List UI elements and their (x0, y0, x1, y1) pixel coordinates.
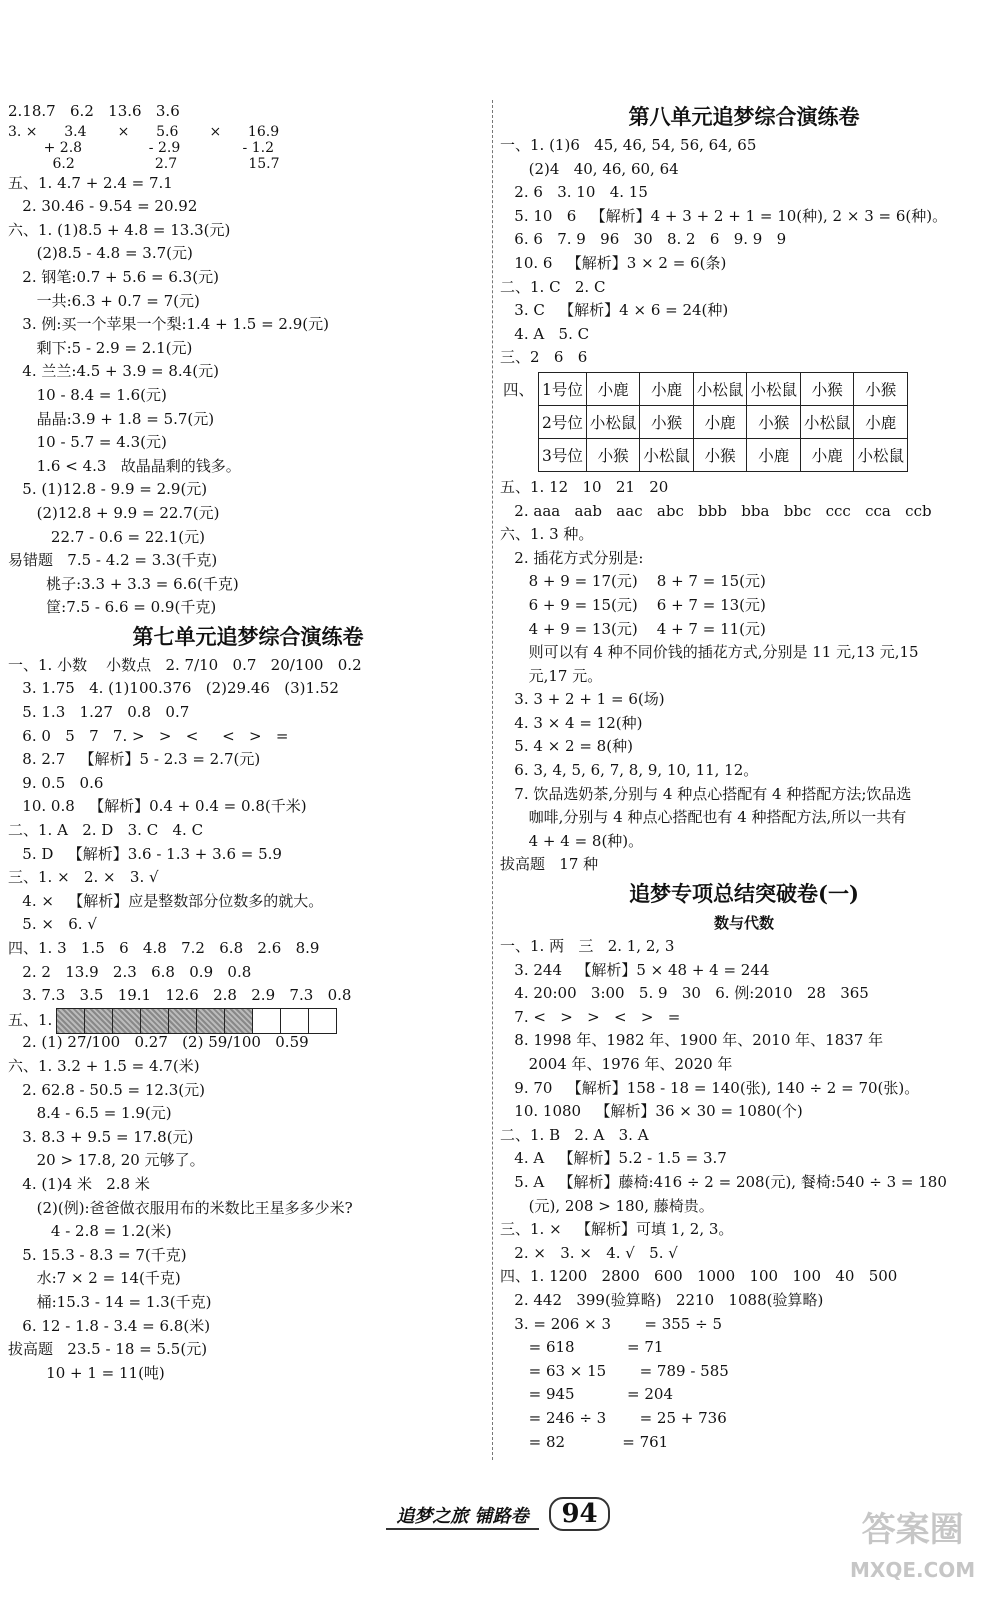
answer-line: 4 - 2.8 = 1.2(米) (8, 1222, 172, 1241)
right-column (500, 100, 988, 1454)
answer-line: 1.6 < 4.3 故晶晶剩的钱多。 (8, 456, 241, 475)
answer-line: 8 + 9 = 17(元) 8 + 7 = 15(元) (500, 572, 766, 591)
bar-cell-empty (308, 1008, 337, 1034)
answer-line: 四、1. 1200 2800 600 1000 100 100 40 500 (500, 1267, 898, 1286)
answer-line: 3. 7.3 3.5 19.1 12.6 2.8 2.9 7.3 0.8 (8, 986, 352, 1005)
answer-line: 2. 6 3. 10 4. 15 (500, 183, 648, 202)
answer-line: 5. 1.3 1.27 0.8 0.7 (8, 703, 190, 722)
answer-line: 5. × 6. √ (8, 915, 97, 934)
answer-line: (2)(例):爸爸做衣服用布的米数比王星多多少米? (8, 1198, 353, 1217)
subheading-special: 数与代数 (713, 914, 774, 933)
table-row-header: 3号位 (539, 438, 587, 471)
vertical-calculation: 3. × 3.4 × 5.6 × 16.9 + 2.8 - 2.9 - 1.2 6.2 2.7 15.7 (8, 123, 280, 172)
answer-line: (2)4 40, 46, 60, 64 (500, 159, 679, 178)
answer-line: 一、1. 两 三 2. 1, 2, 3 (500, 937, 675, 956)
table-cell: 小松鼠 (854, 438, 908, 471)
answer-line: 桃子:3.3 + 3.3 = 6.6(千克) (8, 574, 239, 593)
answer-line: 易错题 7.5 - 4.2 = 3.3(千克) (8, 551, 218, 570)
answer-line: 10. 6 【解析】3 × 2 = 6(条) (500, 253, 727, 272)
table-cell: 小猴 (640, 405, 694, 438)
table-row (500, 438, 907, 471)
bar-row (8, 1008, 488, 1032)
answer-line: (元), 208 > 180, 藤椅贵。 (500, 1196, 714, 1215)
table-cell: 小鹿 (747, 438, 801, 471)
bar-cell-filled (224, 1008, 253, 1034)
answer-line: 20 > 17.8, 20 元够了。 (8, 1151, 205, 1170)
answer-line: 4. (1)4 米 2.8 米 (8, 1174, 150, 1193)
answer-line: 二、1. A 2. D 3. C 4. C (8, 821, 204, 840)
answer-line: 6 + 9 = 15(元) 6 + 7 = 13(元) (500, 595, 766, 614)
answer-line: 晶晶:3.9 + 1.8 = 5.7(元) (8, 409, 215, 428)
table-cell: 小猴 (800, 372, 854, 405)
answer-line: 2.18.7 6.2 13.6 3.6 (8, 102, 180, 120)
answer-line: 4. 兰兰:4.5 + 3.9 = 8.4(元) (8, 362, 219, 381)
answer-line: 4 + 9 = 13(元) 4 + 7 = 11(元) (500, 619, 766, 638)
answer-line: 3. = 206 × 3 = 355 ÷ 5 (500, 1314, 722, 1333)
brand-logo: 追梦之旅 铺路卷 (386, 1502, 538, 1530)
bar-cell-filled (168, 1008, 197, 1034)
answer-line: 5. 15.3 - 8.3 = 7(千克) (8, 1245, 187, 1264)
page-number: 94 (549, 1497, 609, 1531)
answer-line: 则可以有 4 种不同价钱的插花方式,分别是 11 元,13 元,15 (500, 643, 919, 662)
table-row (500, 405, 907, 438)
answer-line: 10 - 8.4 = 1.6(元) (8, 385, 167, 404)
answer-line: 3. 8.3 + 9.5 = 17.8(元) (8, 1127, 194, 1146)
answer-line: 5. A 【解析】藤椅:416 ÷ 2 = 208(元), 餐椅:540 ÷ 3 = 180 (500, 1172, 947, 1191)
table-cell: 小鹿 (854, 405, 908, 438)
table-cell: 小猴 (747, 405, 801, 438)
answer-line: 三、1. × 【解析】可填 1, 2, 3。 (500, 1220, 734, 1239)
answer-line: = 945 = 204 (500, 1385, 673, 1404)
answer-line: 8.4 - 6.5 = 1.9(元) (8, 1104, 172, 1123)
answer-line: 3. 1.75 4. (1)100.376 (2)29.46 (3)1.52 (8, 679, 339, 698)
answer-lines-unit8-cont (500, 476, 988, 877)
bar-cell-filled (196, 1008, 225, 1034)
bar-label: 五、1. (8, 1010, 53, 1029)
answer-line: 2. 30.46 - 9.54 = 20.92 (8, 197, 198, 216)
page-footer (0, 1497, 996, 1531)
answer-lines-special (500, 935, 988, 1454)
answer-line: (2)8.5 - 4.8 = 3.7(元) (8, 244, 193, 263)
table-cell: 小松鼠 (693, 372, 747, 405)
answer-line: 水:7 × 2 = 14(千克) (8, 1269, 181, 1288)
table-row-header: 1号位 (539, 372, 587, 405)
heading-special: 追梦专项总结突破卷(一) (629, 881, 859, 907)
answer-line: 四、1. 3 1.5 6 4.8 7.2 6.8 2.6 8.9 (8, 939, 320, 957)
table-section-label (500, 438, 539, 471)
answer-line: 筐:7.5 - 6.6 = 0.9(千克) (8, 598, 217, 617)
answer-line: 二、1. B 2. A 3. A (500, 1125, 649, 1144)
answer-line: 8. 1998 年、1982 年、1900 年、2010 年、1837 年 (500, 1031, 884, 1050)
answer-line: 二、1. C 2. C (500, 277, 606, 296)
table-row-header: 2号位 (539, 405, 587, 438)
answer-line: 6. 3, 4, 5, 6, 7, 8, 9, 10, 11, 12。 (500, 761, 759, 780)
answer-line: (2)12.8 + 9.9 = 22.7(元) (8, 503, 220, 522)
table-section-label (500, 405, 539, 438)
answer-line: 六、1. 3 种。 (500, 525, 594, 544)
answer-line: 三、1. × 2. × 3. √ (8, 868, 159, 887)
table-cell: 小松鼠 (747, 372, 801, 405)
answer-line: 5. 4 × 2 = 8(种) (500, 737, 633, 756)
answer-line: 3. 244 【解析】5 × 48 + 4 = 244 (500, 960, 770, 979)
position-table-wrap (500, 372, 988, 472)
table-cell: 小猴 (854, 372, 908, 405)
watermark: 答案圈 MXQE.COM (850, 1510, 976, 1582)
answer-line: 三、2 6 6 (500, 348, 588, 367)
answer-line: 五、1. 4.7 + 2.4 = 7.1 (8, 173, 173, 192)
table-cell: 小猴 (693, 438, 747, 471)
heading-unit8: 第八单元追梦综合演练卷 (628, 104, 860, 129)
answer-line: 2. 2 13.9 2.3 6.8 0.9 0.8 (8, 962, 252, 981)
bar-cell-filled (56, 1008, 85, 1034)
answer-line: 2. 钢笔:0.7 + 5.6 = 6.3(元) (8, 267, 219, 286)
column-divider (492, 100, 493, 1460)
bar-cell-empty (252, 1008, 281, 1034)
answer-line: 2. 插花方式分别是: (500, 548, 644, 567)
answer-line: 4. A 【解析】5.2 - 1.5 = 3.7 (500, 1149, 727, 1168)
left-column (8, 100, 488, 1385)
answer-line: 4. A 5. C (500, 324, 590, 343)
table-section-label: 四、 (503, 380, 535, 399)
answer-line: 6. 12 - 1.8 - 3.4 = 6.8(米) (8, 1316, 211, 1335)
answer-line: 2. × 3. × 4. √ 5. √ (500, 1243, 678, 1262)
answer-line: 一、1. (1)6 45, 46, 54, 56, 64, 65 (500, 136, 757, 154)
answer-line: 4 + 4 = 8(种)。 (500, 831, 644, 850)
answer-lines-unit8 (500, 134, 988, 370)
answer-line: 6. 6 7. 9 96 30 8. 2 6 9. 9 9 (500, 230, 787, 249)
answer-line: 22.7 - 0.6 = 22.1(元) (8, 527, 205, 546)
answer-line: 9. 70 【解析】158 - 18 = 140(张), 140 ÷ 2 = 70(张)。 (500, 1078, 920, 1097)
table-cell: 小松鼠 (586, 405, 640, 438)
answer-line: 2. 62.8 - 50.5 = 12.3(元) (8, 1080, 205, 1099)
position-table (500, 372, 908, 472)
answer-line: 6. 0 5 7 7. > > < < > = (8, 726, 289, 745)
answer-line: 一共:6.3 + 0.7 = 7(元) (8, 291, 200, 310)
answer-line: 10 + 1 = 11(吨) (8, 1363, 165, 1382)
answer-line: 2004 年、1976 年、2020 年 (500, 1055, 733, 1073)
answer-line: 桶:15.3 - 14 = 1.3(千克) (8, 1292, 212, 1311)
answer-line: 剩下:5 - 2.9 = 2.1(元) (8, 338, 193, 357)
answer-line: 5. D 【解析】3.6 - 1.3 + 3.6 = 5.9 (8, 844, 282, 863)
answer-line: 六、1. (1)8.5 + 4.8 = 13.3(元) (8, 220, 231, 239)
table-cell: 小鹿 (800, 438, 854, 471)
table-cell: 小鹿 (640, 372, 694, 405)
answer-line: 一、1. 小数 小数点 2. 7/10 0.7 20/100 0.2 (8, 655, 362, 674)
answer-line: 8. 2.7 【解析】5 - 2.3 = 2.7(元) (8, 750, 261, 769)
decimal-bar-figure (56, 1008, 336, 1034)
table-cell: 小松鼠 (640, 438, 694, 471)
answer-line: 元,17 元。 (500, 666, 603, 685)
answer-lines-unit6 (8, 172, 488, 620)
left-top-lines (8, 100, 488, 124)
table-cell: 小鹿 (586, 372, 640, 405)
answer-line: 4. 3 × 4 = 12(种) (500, 713, 643, 732)
answer-line: 7. < > > < > = (500, 1007, 681, 1026)
answer-line: = 246 ÷ 3 = 25 + 736 (500, 1408, 727, 1427)
answer-line: 2. 442 399(验算略) 2210 1088(验算略) (500, 1290, 824, 1309)
answer-line: 10. 0.8 【解析】0.4 + 0.4 = 0.8(千米) (8, 797, 307, 816)
answer-line: 3. C 【解析】4 × 6 = 24(种) (500, 301, 729, 320)
answer-line: 六、1. 3.2 + 1.5 = 4.7(米) (8, 1056, 200, 1075)
answer-lines-unit7 (8, 654, 488, 1008)
answer-line: 咖啡,分别与 4 种点心搭配也有 4 种搭配方法,所以一共有 (500, 808, 907, 827)
answer-line: 5. (1)12.8 - 9.9 = 2.9(元) (8, 480, 208, 499)
bar-cell-filled (112, 1008, 141, 1034)
answer-line: 2. aaa aab aac abc bbb bba bbc ccc cca ccb (500, 501, 932, 520)
table-cell: 小鹿 (693, 405, 747, 438)
answer-line: 3. 3 + 2 + 1 = 6(场) (500, 690, 665, 709)
answer-line: 4. × 【解析】应是整数部分位数多的就大。 (8, 891, 324, 910)
answer-line: 4. 20:00 3:00 5. 9 30 6. 例:2010 28 365 (500, 984, 869, 1003)
answer-line: 拔高题 17 种 (500, 855, 599, 874)
table-row (500, 372, 907, 405)
answer-line: = 618 = 71 (500, 1338, 664, 1357)
bar-cell-filled (140, 1008, 169, 1034)
bar-cell-empty (280, 1008, 309, 1034)
answer-line: = 82 = 761 (500, 1432, 669, 1451)
answer-line: 10 - 5.7 = 4.3(元) (8, 433, 167, 452)
answer-line: = 63 × 15 = 789 - 585 (500, 1361, 729, 1380)
answer-line: 7. 饮品选奶茶,分别与 4 种点心搭配有 4 种搭配方法;饮品选 (500, 784, 912, 803)
answer-line: 5. 10 6 【解析】4 + 3 + 2 + 1 = 10(种), 2 × 3 = 6(种)。 (500, 206, 948, 225)
answer-line: 2. (1) 27/100 0.27 (2) 59/100 0.59 (8, 1033, 309, 1052)
answer-line: 3. 例:买一个苹果一个梨:1.4 + 1.5 = 2.9(元) (8, 315, 329, 334)
answer-line: 10. 1080 【解析】36 × 30 = 1080(个) (500, 1102, 803, 1121)
heading-unit7: 第七单元追梦综合演练卷 (132, 623, 364, 649)
table-cell: 小猴 (586, 438, 640, 471)
bar-cell-filled (84, 1008, 113, 1034)
answer-line: 9. 0.5 0.6 (8, 773, 104, 792)
answer-line: 五、1. 12 10 21 20 (500, 477, 669, 496)
answer-line: 拔高题 23.5 - 18 = 5.5(元) (8, 1340, 208, 1359)
answer-lines-unit7-cont (8, 1031, 488, 1385)
table-cell: 小松鼠 (800, 405, 854, 438)
